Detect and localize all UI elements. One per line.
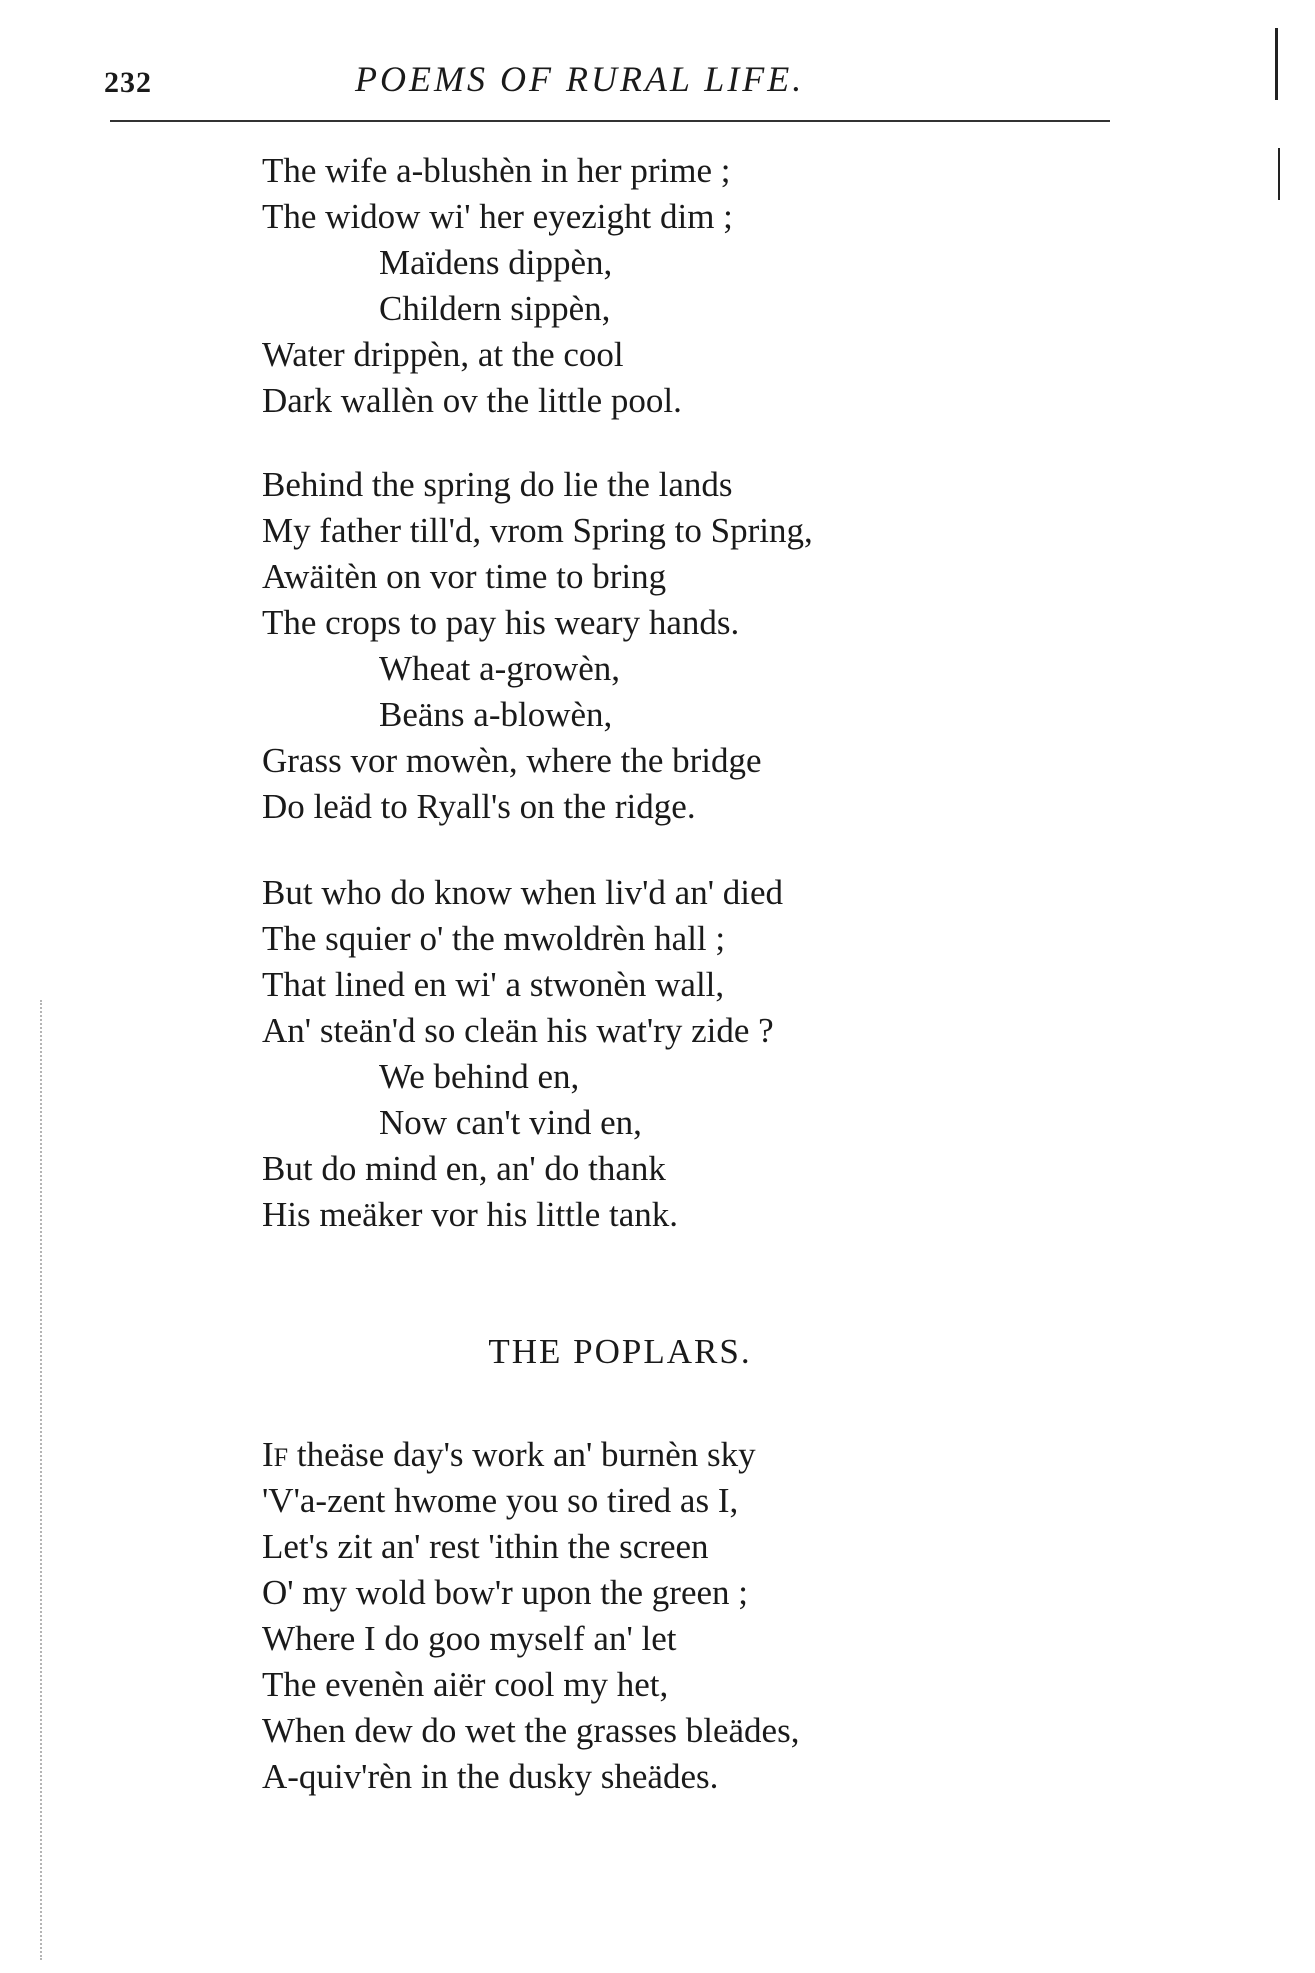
small-capital: F [273, 1443, 289, 1472]
poem-body [262, 1432, 1082, 1800]
verse-line: Awäitèn on vor time to bring [262, 557, 667, 596]
verse-line-indented: Childern sippèn, [379, 289, 611, 328]
verse-line: The wife a-blushèn in her prime ; [262, 151, 731, 190]
verse-line: Water drippèn, at the cool [262, 335, 624, 374]
header-rule [110, 120, 1110, 122]
verse-line-indented: We behind en, [379, 1057, 580, 1096]
verse-line: But who do know when liv'd an' died [262, 873, 784, 912]
verse-line: The widow wi' her eyezight dim ; [262, 197, 733, 236]
verse-line-indented: Wheat a-growèn, [379, 649, 620, 688]
verse-line-indented: Now can't vind en, [379, 1103, 642, 1142]
verse-line-indented: Beäns a-blowèn, [379, 695, 613, 734]
scan-artifact [40, 1000, 42, 1960]
verse-line: His meäker vor his little tank. [262, 1195, 679, 1234]
verse-line-indented: Maïdens dippèn, [379, 243, 613, 282]
verse-line: 'V'a-zent hwome you so tired as I, [262, 1481, 739, 1520]
verse-line: The evenèn aiër cool my het, [262, 1665, 669, 1704]
stanza [262, 870, 1082, 1238]
verse-line: When dew do wet the grasses bleädes, [262, 1711, 800, 1750]
stanza [262, 148, 1082, 424]
verse-line: A-quiv'rèn in the dusky sheädes. [262, 1757, 719, 1796]
verse-line: The squier o' the mwoldrèn hall ; [262, 919, 726, 958]
margin-mark [1278, 148, 1280, 200]
running-title: POEMS OF RURAL LIFE. [355, 59, 805, 99]
verse-line: The crops to pay his weary hands. [262, 603, 740, 642]
verse-line: Do leäd to Ryall's on the ridge. [262, 787, 696, 826]
poem-title: THE POPLARS. [488, 1332, 752, 1371]
verse-line: That lined en wi' a stwonèn wall, [262, 965, 725, 1004]
verse-line: Grass vor mowèn, where the bridge [262, 741, 762, 780]
stanza [262, 462, 1082, 830]
verse-line: O' my wold bow'r upon the green ; [262, 1573, 749, 1612]
verse-line-first [262, 1432, 1082, 1478]
verse-line: Let's zit an' rest 'ithin the screen [262, 1527, 709, 1566]
verse-line: An' steän'd so cleän his wat'ry zide ? [262, 1011, 774, 1050]
page-number: 232 [104, 66, 152, 99]
verse-line: My father till'd, vrom Spring to Spring, [262, 511, 813, 550]
verse-line: Dark wallèn ov the little pool. [262, 381, 682, 420]
verse-line: Where I do goo myself an' let [262, 1619, 677, 1658]
drop-initial: I [262, 1435, 274, 1474]
margin-mark [1275, 28, 1278, 100]
verse-line: But do mind en, an' do thank [262, 1149, 666, 1188]
verse-line: Behind the spring do lie the lands [262, 465, 733, 504]
verse-line-text: theäse day's work an' burnèn sky [288, 1435, 756, 1474]
